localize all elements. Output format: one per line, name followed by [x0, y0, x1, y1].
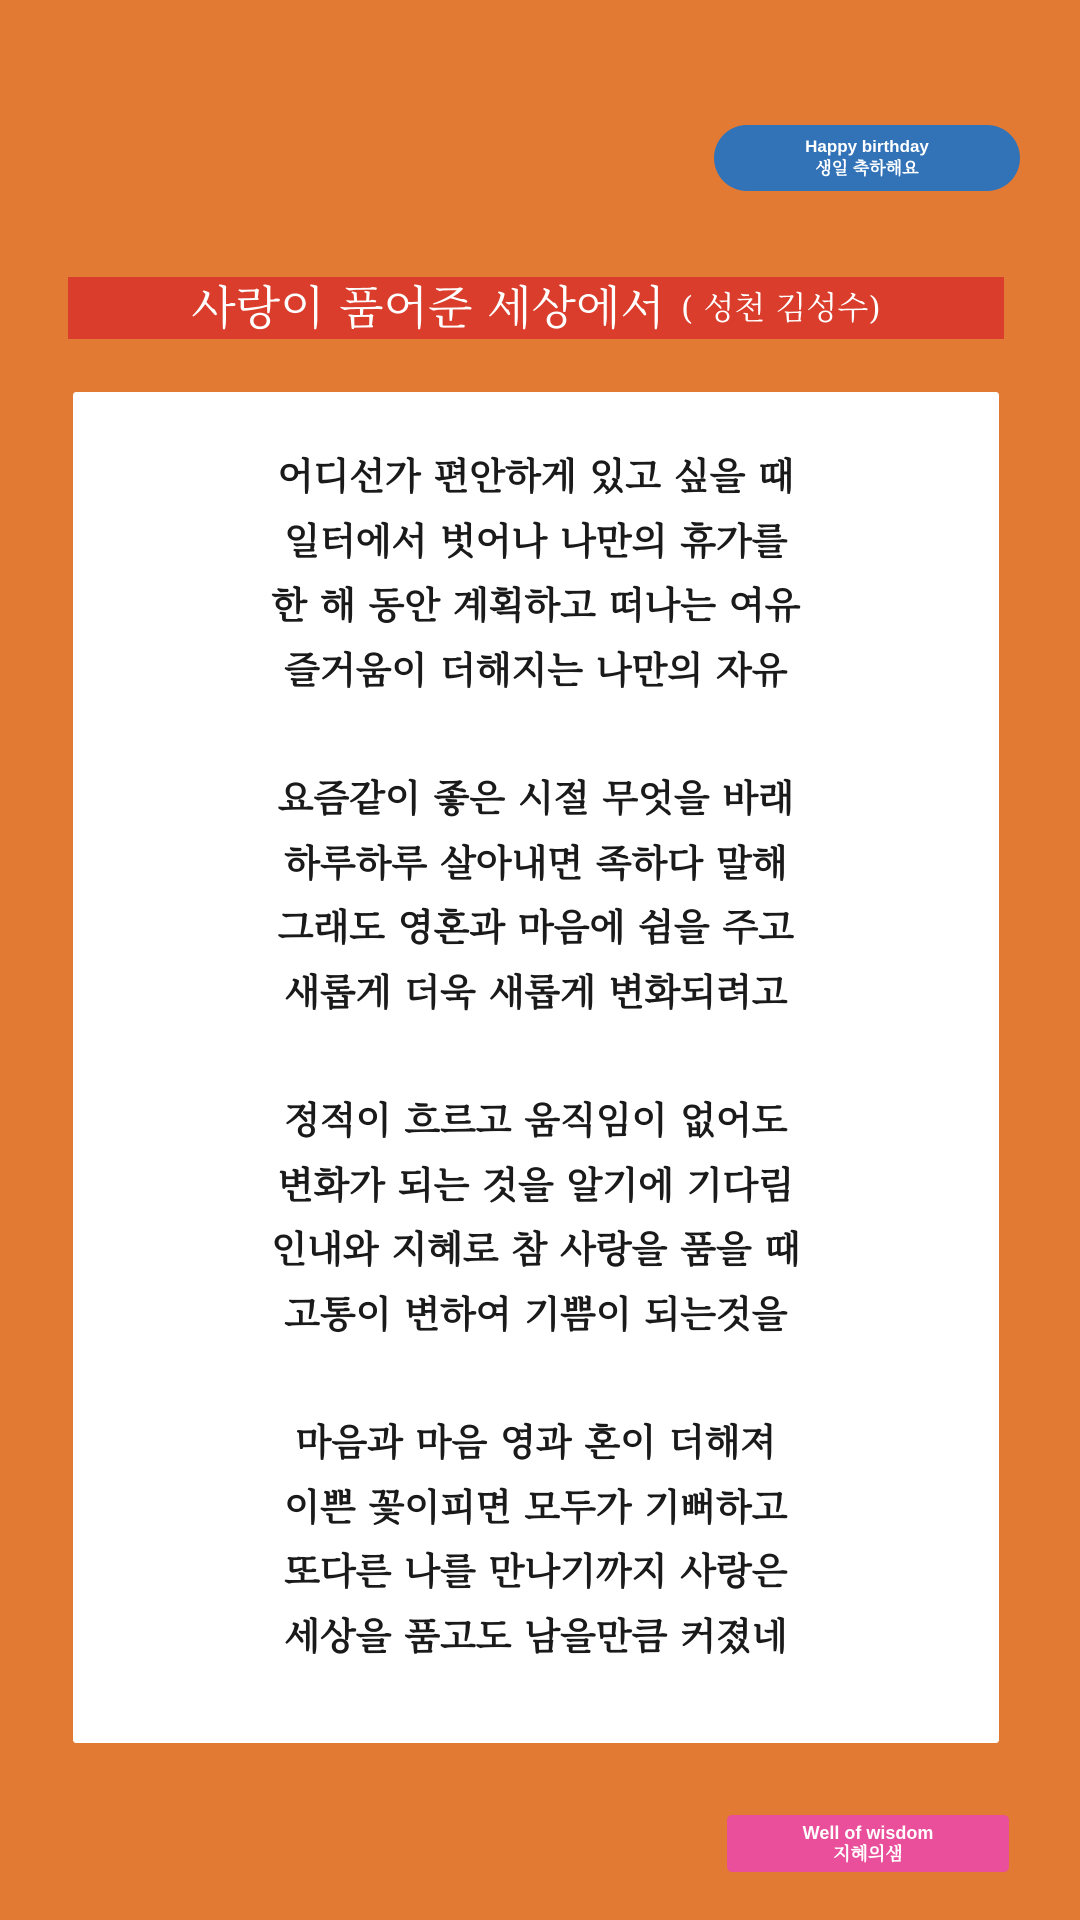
badge-top-line2: 생일 축하해요 [815, 159, 919, 178]
title-banner [68, 277, 1004, 339]
poem-card [73, 392, 999, 1743]
poem-line: 세상을 품고도 남을만큼 커졌네 [284, 1613, 788, 1658]
poem-line: 새롭게 더욱 새롭게 변화되려고 [284, 969, 788, 1014]
poem-line: 그래도 영혼과 마음에 쉼을 주고 [277, 905, 795, 949]
badge-bottom-line1: Well of wisdom [802, 1822, 934, 1843]
poem-line: 어디선가 편안하게 있고 싶을 때 [277, 454, 795, 498]
poem-line: 인내와 지혜로 참 사랑을 품을 때 [271, 1227, 801, 1271]
stanza-2 [73, 766, 999, 1024]
poem-body [73, 444, 999, 1732]
poem-author: ( 성천 김성수) [680, 289, 881, 327]
poem-line: 일터에서 벗어나 나만의 휴가를 [284, 518, 788, 563]
poem-line: 이쁜 꽃이피면 모두가 기뻐하고 [284, 1484, 788, 1529]
poem-line: 또다른 나를 만나기까지 사랑은 [284, 1549, 788, 1593]
badge-bottom-line2: 지혜의샘 [833, 1843, 903, 1864]
stanza-3 [73, 1088, 999, 1346]
happy-birthday-badge [714, 125, 1020, 191]
poem-line: 하루하루 살아내면 족하다 말해 [284, 840, 788, 885]
poem-title: 사랑이 품어준 세상에서 [191, 281, 665, 335]
badge-top-line1: Happy birthday [805, 137, 929, 156]
well-of-wisdom-badge [727, 1815, 1009, 1872]
poem-line: 요즘같이 좋은 시절 무엇을 바래 [277, 776, 795, 820]
stanza-1 [73, 444, 999, 702]
poem-line: 한 해 동안 계획하고 떠나는 여유 [271, 583, 801, 627]
poem-line: 마음과 마음 영과 혼이 더해져 [295, 1420, 777, 1464]
stanza-4 [73, 1410, 999, 1668]
poem-line: 변화가 되는 것을 알기에 기다림 [277, 1162, 795, 1207]
poem-line: 고통이 변하여 기쁨이 되는것을 [284, 1291, 788, 1336]
poem-line: 즐거움이 더해지는 나만의 자유 [284, 647, 788, 692]
poem-line: 정적이 흐르고 움직임이 없어도 [284, 1098, 788, 1142]
